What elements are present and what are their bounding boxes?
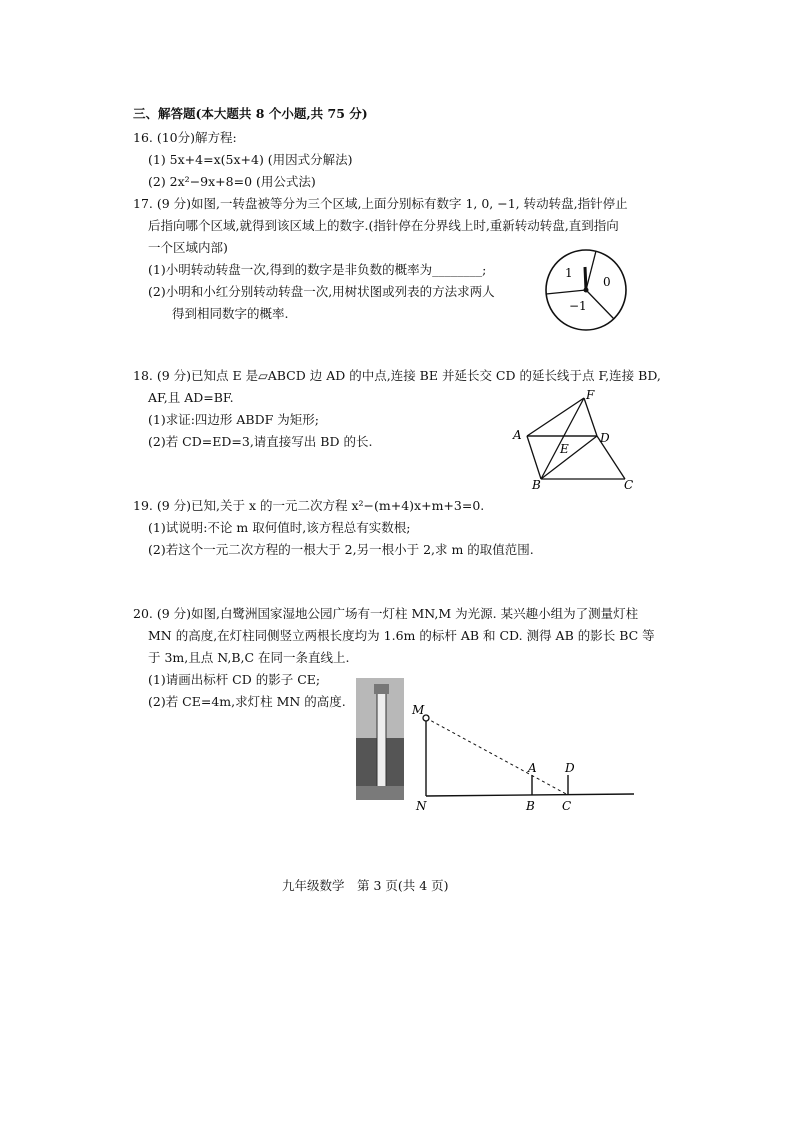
q20-line1: 20. (9 分)如图,白鹭洲国家湿地公园广场有一灯柱 MN,M 为光源. 某兴趣小组为了测量灯柱 [133, 606, 639, 621]
spinner-divider [546, 290, 586, 294]
spinner-label-0: 0 [603, 275, 611, 289]
point-label-A: A [513, 428, 522, 442]
q18-line1: 18. (9 分)已知点 E 是▱ABCD 边 AD 的中点,连接 BE 并延长交 CD 的延长线于点 F,连接 BD, [133, 368, 661, 383]
q16-part1: (1) 5x+4=x(5x+4) (用因式分解法) [148, 152, 353, 167]
q20-line3: 于 3m,且点 N,B,C 在同一条直线上. [148, 650, 350, 665]
ground-line [426, 794, 634, 796]
point-label-D: D [600, 431, 610, 445]
spinner-label-1: 1 [565, 266, 573, 280]
photo-ground [356, 786, 404, 800]
photo-lamp-head [374, 684, 389, 694]
point-label-B: B [532, 478, 541, 492]
spinner-center [584, 288, 589, 293]
lamp-diagram [410, 700, 640, 814]
q20-line2: MN 的高度,在灯柱同侧竖立两根长度均为 1.6m 的标杆 AB 和 CD. 测得 AB 的影长 BC 等 [148, 628, 655, 643]
q16-stem: 16. (10分)解方程: [133, 130, 237, 145]
q20-part1: (1)请画出标杆 CD 的影子 CE; [148, 672, 321, 687]
q19-part2: (2)若这个一元二次方程的一根大于 2,另一根小于 2,求 m 的取值范围. [148, 542, 534, 557]
q17-part1: (1)小明转动转盘一次,得到的数字是非负数的概率为________; [148, 262, 487, 277]
point-label-A: A [528, 761, 537, 775]
point-label-D: D [565, 761, 575, 775]
spinner-divider [586, 290, 614, 319]
lamp-post-photo [356, 678, 404, 800]
q17-line2: 后指向哪个区域,就得到该区域上的数字.(指针停在分界线上时,重新转动转盘,直到指向 [148, 218, 619, 233]
point-label-C: C [624, 478, 634, 492]
section-header: 三、解答题(本大题共 8 个小题,共 75 分) [133, 106, 368, 121]
q19-stem: 19. (9 分)已知,关于 x 的一元二次方程 x²−(m+4)x+m+3=0. [133, 498, 485, 513]
point-label-E: E [560, 442, 569, 456]
q19-part1: (1)试说明:不论 m 取何值时,该方程总有实数根; [148, 520, 411, 535]
q20-part2: (2)若 CE=4m,求灯柱 MN 的高度. [148, 694, 346, 709]
photo-lamp-post [377, 686, 386, 798]
point-label-B: B [526, 799, 535, 813]
q17-line3: 一个区域内部) [148, 240, 228, 255]
segment-FD [584, 398, 597, 436]
q18-line2: AF,且 AD=BF. [148, 390, 234, 405]
spinner-pointer [585, 267, 586, 290]
spinner-label-neg1: −1 [569, 299, 587, 313]
q17-part2b: 得到相同数字的概率. [172, 306, 289, 321]
spinner-divider [586, 251, 596, 290]
q18-part1: (1)求证:四边形 ABDF 为矩形; [148, 412, 319, 427]
parallelogram-figure [505, 388, 645, 492]
point-label-M: M [412, 703, 425, 717]
q17-line1: 17. (9 分)如图,一转盘被等分为三个区域,上面分别标有数字 1, 0, −1, 转动转盘,指针停止 [133, 196, 628, 211]
segment-AF [527, 398, 584, 436]
q17-part2a: (2)小明和小红分别转动转盘一次,用树状图或列表的方法求两人 [148, 284, 495, 299]
page-footer: 九年级数学 第 3 页(共 4 页) [282, 878, 449, 893]
spinner-figure [540, 244, 632, 336]
point-label-N: N [416, 799, 427, 813]
point-label-C: C [562, 799, 572, 813]
light-ray-MC [426, 718, 568, 795]
q18-part2: (2)若 CD=ED=3,请直接写出 BD 的长. [148, 434, 373, 449]
segment-BD [541, 436, 597, 479]
q16-part2: (2) 2x²−9x+8=0 (用公式法) [148, 174, 316, 189]
point-label-F: F [586, 388, 595, 402]
segment-BA [527, 436, 541, 479]
segment-BF [541, 398, 584, 479]
